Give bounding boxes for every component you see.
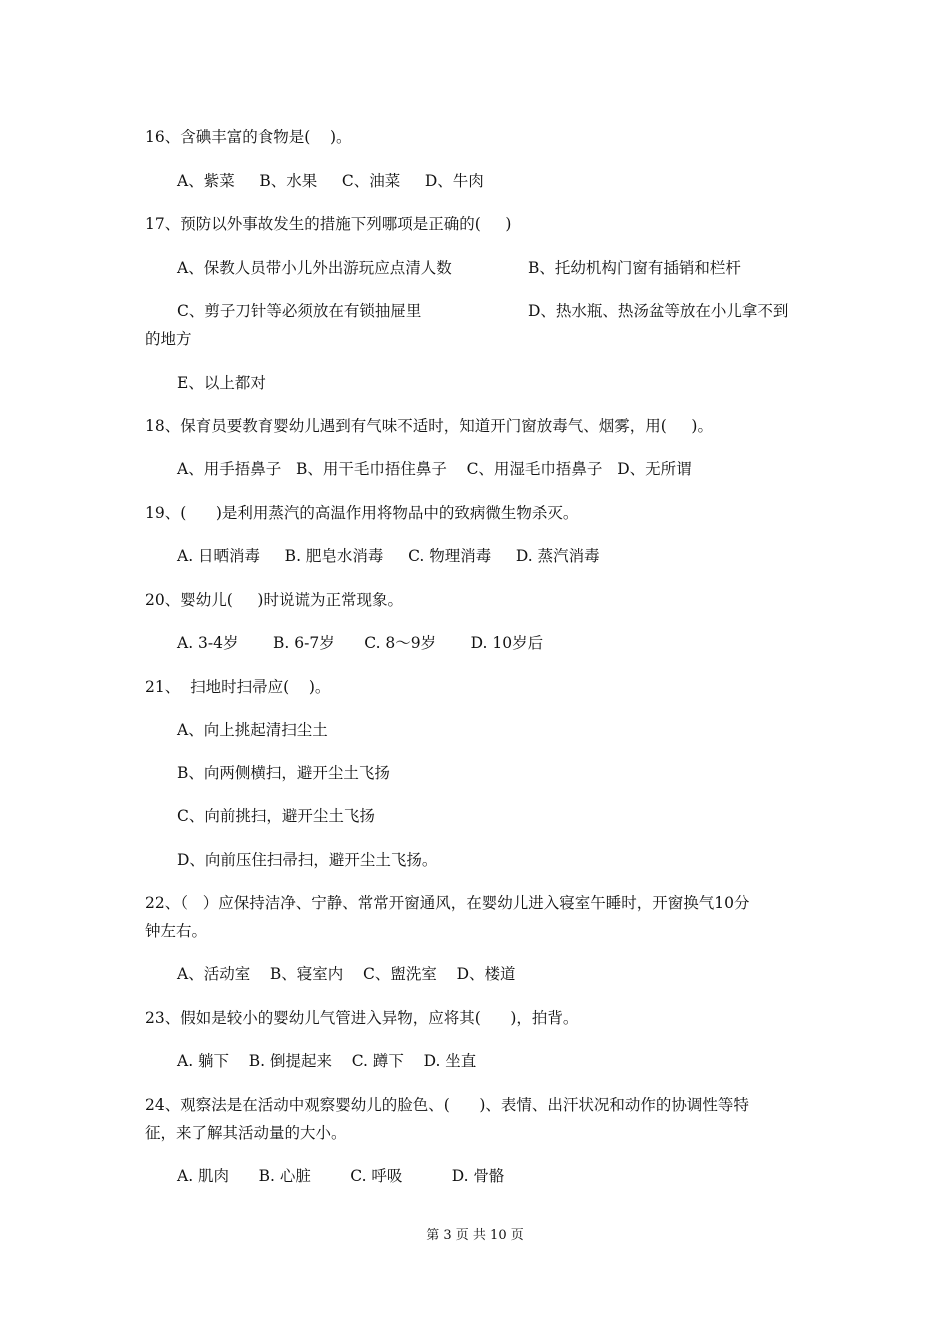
question-17-stem: 17、预防以外事故发生的措施下列哪项是正确的( ) — [145, 215, 512, 233]
question-21-option-c: C、向前挑扫，避开尘土飞扬 — [177, 807, 375, 825]
question-23-stem: 23、假如是较小的婴幼儿气管进入异物，应将其( )，拍背。 — [145, 1009, 579, 1027]
question-17-option-c: C、剪子刀针等必须放在有锁抽屉里 — [177, 302, 422, 320]
question-23-options: A. 躺下 B. 倒提起来 C. 蹲下 D. 坐直 — [177, 1052, 477, 1070]
question-16-options: A、紫菜 B、水果 C、油菜 D、牛肉 — [177, 172, 484, 190]
question-17-option-d: D、热水瓶、热汤盆等放在小儿拿不到 — [528, 302, 789, 320]
question-20-stem: 20、婴幼儿( )时说谎为正常现象。 — [145, 591, 403, 609]
question-21-option-d: D、向前压住扫帚扫，避开尘土飞扬。 — [177, 851, 438, 869]
question-16-stem: 16、含碘丰富的食物是( )。 — [145, 128, 352, 146]
question-22-options: A、活动室 B、寝室内 C、盥洗室 D、楼道 — [177, 965, 516, 983]
question-24-stem-line-1: 24、观察法是在活动中观察婴幼儿的脸色、( )、表情、出汗状况和动作的协调性等特 — [145, 1096, 749, 1114]
question-17-option-a: A、保教人员带小儿外出游玩应点清人数 — [177, 259, 452, 277]
question-24-options: A. 肌肉 B. 心脏 C. 呼吸 D. 骨骼 — [177, 1167, 505, 1185]
question-20-options: A. 3-4岁 B. 6-7岁 C. 8～9岁 D. 10岁后 — [177, 634, 544, 652]
question-22-stem-line-1: 22、（ ）应保持洁净、宁静、常常开窗通风，在婴幼儿进入寝室午睡时，开窗换气10分 — [145, 894, 750, 912]
question-18-options: A、用手捂鼻子 B、用干毛巾捂住鼻子 C、用湿毛巾捂鼻子 D、无所谓 — [177, 460, 692, 478]
question-22-stem-line-2: 钟左右。 — [145, 922, 208, 940]
question-21-option-b: B、向两侧横扫，避开尘土飞扬 — [177, 764, 390, 782]
question-17-option-b: B、托幼机构门窗有插销和栏杆 — [528, 259, 741, 277]
question-19-stem: 19、( )是利用蒸汽的高温作用将物品中的致病微生物杀灭。 — [145, 504, 579, 522]
question-19-options: A. 日晒消毒 B. 肥皂水消毒 C. 物理消毒 D. 蒸汽消毒 — [177, 547, 600, 565]
question-21-option-a: A、向上挑起清扫尘土 — [177, 721, 328, 739]
question-17-option-d-continuation: 的地方 — [145, 330, 192, 348]
question-21-stem: 21、 扫地时扫帚应( )。 — [145, 678, 331, 696]
page-footer: 第 3 页 共 10 页 — [426, 1228, 524, 1243]
question-18-stem: 18、保育员要教育婴幼儿遇到有气味不适时，知道开门窗放毒气、烟雾，用( )。 — [145, 417, 713, 435]
question-17-option-e: E、以上都对 — [177, 374, 266, 392]
question-24-stem-line-2: 征，来了解其活动量的大小。 — [145, 1124, 347, 1142]
